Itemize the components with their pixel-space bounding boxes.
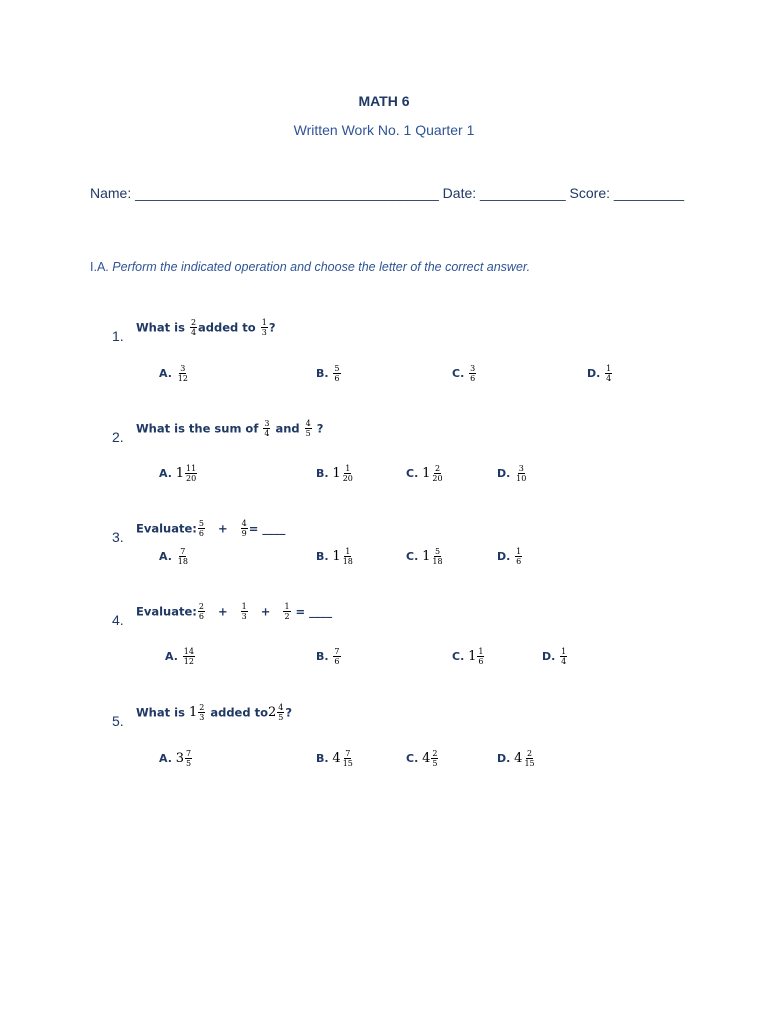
numerator: 1 bbox=[516, 547, 522, 556]
whole-number: 1 bbox=[422, 466, 431, 481]
choice-fraction bbox=[515, 547, 522, 566]
numerator: 1 bbox=[345, 547, 351, 556]
numerator: 2 bbox=[198, 602, 204, 611]
q1-choice-d[interactable] bbox=[587, 364, 613, 383]
numerator: 1 bbox=[606, 364, 612, 373]
denominator: 6 bbox=[478, 657, 484, 666]
choice-label: D. bbox=[542, 650, 556, 663]
numerator: 2 bbox=[434, 464, 441, 473]
whole-number: 1 bbox=[468, 649, 477, 664]
denominator: 20 bbox=[432, 474, 443, 483]
choice-label: A. bbox=[159, 367, 172, 380]
q3-plus-operator: + bbox=[218, 521, 228, 536]
denominator: 5 bbox=[278, 713, 284, 722]
instruction-label: I.A. bbox=[90, 260, 109, 274]
numerator: 5 bbox=[434, 547, 441, 556]
numerator: 2 bbox=[432, 749, 438, 758]
question-4-number: 4. bbox=[112, 612, 124, 628]
choice-label: D. bbox=[497, 550, 511, 563]
q5-text-3: ? bbox=[285, 705, 293, 720]
numerator: 1 bbox=[284, 602, 290, 611]
question-2-text bbox=[136, 419, 323, 438]
choice-fraction bbox=[177, 547, 189, 566]
denominator: 20 bbox=[186, 474, 197, 483]
choice-fraction bbox=[431, 464, 443, 483]
denominator: 4 bbox=[264, 429, 270, 438]
numerator: 7 bbox=[334, 647, 340, 656]
denominator: 18 bbox=[177, 557, 188, 566]
denominator: 18 bbox=[432, 557, 443, 566]
q1-choice-a[interactable] bbox=[159, 364, 190, 383]
numerator: 3 bbox=[518, 464, 524, 473]
denominator: 4 bbox=[561, 657, 567, 666]
numerator: 5 bbox=[198, 519, 204, 528]
choice-fraction bbox=[605, 364, 612, 383]
numerator: 1 bbox=[478, 647, 484, 656]
q4-plus-operator-2: + bbox=[260, 604, 271, 619]
choice-fraction bbox=[183, 647, 195, 666]
numerator: 4 bbox=[305, 419, 311, 428]
choice-label: C. bbox=[452, 650, 465, 663]
denominator: 6 bbox=[516, 557, 522, 566]
numerator: 14 bbox=[183, 647, 194, 656]
q2-fraction-2 bbox=[305, 419, 312, 438]
q1-choice-b[interactable] bbox=[316, 364, 342, 383]
choice-fraction bbox=[177, 364, 189, 383]
q4-choice-a[interactable] bbox=[165, 647, 196, 666]
q2-text-2: and bbox=[275, 421, 300, 436]
denominator: 5 bbox=[186, 759, 192, 768]
denominator: 6 bbox=[334, 657, 340, 666]
q5-choice-a[interactable] bbox=[159, 749, 193, 768]
q3-answer-blank: = ____ bbox=[248, 521, 286, 536]
numerator: 7 bbox=[345, 749, 351, 758]
choice-label: C. bbox=[406, 752, 419, 765]
choice-label: C. bbox=[406, 467, 419, 480]
name-date-score-line: Name: _______________________________________ Date: ___________ Score: _________ bbox=[90, 185, 684, 201]
numerator: 7 bbox=[186, 749, 192, 758]
q3-choice-a[interactable] bbox=[159, 547, 190, 566]
choice-fraction bbox=[333, 647, 340, 666]
page-subtitle: Written Work No. 1 Quarter 1 bbox=[293, 122, 475, 138]
choice-fraction bbox=[469, 364, 476, 383]
choice-fraction bbox=[477, 647, 484, 666]
q3-fraction-2 bbox=[241, 519, 248, 538]
question-3-number: 3. bbox=[112, 529, 124, 545]
denominator: 18 bbox=[342, 557, 353, 566]
denominator: 3 bbox=[199, 713, 205, 722]
choice-fraction bbox=[185, 464, 197, 483]
numerator: 3 bbox=[180, 364, 186, 373]
q2-text-1: What is the sum of bbox=[136, 421, 259, 436]
whole-number: 1 bbox=[175, 466, 185, 481]
choice-label: D. bbox=[587, 367, 601, 380]
choice-label: B. bbox=[316, 650, 329, 663]
q5-text-1: What is bbox=[136, 705, 185, 720]
numerator: 3 bbox=[470, 364, 476, 373]
numerator: 1 bbox=[241, 602, 247, 611]
numerator: 2 bbox=[526, 749, 533, 758]
q1-choice-c[interactable] bbox=[452, 364, 477, 383]
choice-fraction bbox=[185, 749, 192, 768]
denominator: 3 bbox=[261, 328, 267, 337]
page-title: MATH 6 bbox=[358, 93, 410, 109]
q1-fraction-1 bbox=[190, 318, 197, 337]
numerator: 1 bbox=[345, 464, 351, 473]
q2-choice-c[interactable] bbox=[406, 464, 445, 483]
q5-choice-d[interactable] bbox=[497, 749, 537, 768]
choice-label: B. bbox=[316, 752, 329, 765]
q4-answer-blank: = ____ bbox=[295, 604, 333, 619]
choice-label: C. bbox=[406, 550, 419, 563]
denominator: 2 bbox=[284, 612, 290, 621]
whole-number: 4 bbox=[514, 751, 523, 766]
choice-label: A. bbox=[159, 752, 172, 765]
q1-text-3: ? bbox=[268, 320, 276, 335]
denominator: 20 bbox=[342, 474, 353, 483]
numerator: 4 bbox=[278, 703, 284, 712]
whole-number: 1 bbox=[332, 466, 341, 481]
choice-label: B. bbox=[316, 367, 329, 380]
numerator: 11 bbox=[186, 464, 197, 473]
denominator: 12 bbox=[177, 374, 188, 383]
numerator: 2 bbox=[199, 703, 205, 712]
question-5-text bbox=[136, 703, 292, 722]
q2-text-3: ? bbox=[316, 421, 324, 436]
q4-choice-d[interactable] bbox=[542, 647, 568, 666]
choice-fraction bbox=[431, 749, 438, 768]
question-3-text bbox=[136, 519, 285, 538]
question-4-text bbox=[136, 602, 332, 621]
whole-number: 1 bbox=[422, 549, 431, 564]
denominator: 6 bbox=[470, 374, 476, 383]
choice-label: B. bbox=[316, 550, 329, 563]
numerator: 1 bbox=[261, 318, 267, 327]
q4-choice-b[interactable] bbox=[316, 647, 342, 666]
q2-fraction-1 bbox=[263, 419, 270, 438]
q3-choice-d[interactable] bbox=[497, 547, 523, 566]
q5-text-2: added to bbox=[210, 705, 268, 720]
whole-number: 4 bbox=[422, 751, 431, 766]
denominator: 9 bbox=[241, 529, 247, 538]
q5-whole-1: 1 bbox=[188, 705, 198, 720]
choice-label: D. bbox=[497, 467, 511, 480]
numerator: 5 bbox=[334, 364, 340, 373]
question-1-number: 1. bbox=[112, 328, 124, 344]
denominator: 12 bbox=[183, 657, 194, 666]
whole-number: 4 bbox=[332, 751, 341, 766]
whole-number: 3 bbox=[175, 751, 185, 766]
q1-text-2: added to bbox=[198, 320, 256, 335]
q4-fraction-2 bbox=[241, 602, 248, 621]
q4-text-1: Evaluate: bbox=[136, 604, 197, 619]
q4-fraction-1 bbox=[198, 602, 205, 621]
q5-whole-2: 2 bbox=[268, 705, 277, 720]
denominator: 15 bbox=[524, 759, 535, 768]
choice-fraction bbox=[342, 547, 354, 566]
choice-fraction bbox=[431, 547, 443, 566]
whole-number: 1 bbox=[332, 549, 341, 564]
q2-choice-b[interactable] bbox=[316, 464, 355, 483]
numerator: 3 bbox=[264, 419, 270, 428]
choice-fraction bbox=[515, 464, 527, 483]
q2-choice-a[interactable] bbox=[159, 464, 198, 483]
q4-fraction-3 bbox=[283, 602, 290, 621]
q3-choice-c[interactable] bbox=[406, 547, 445, 566]
question-2-number: 2. bbox=[112, 429, 124, 445]
q5-choice-b[interactable] bbox=[316, 749, 355, 768]
denominator: 4 bbox=[606, 374, 612, 383]
choice-fraction bbox=[560, 647, 567, 666]
numerator: 4 bbox=[241, 519, 247, 528]
q5-fraction-1 bbox=[198, 703, 205, 722]
choice-label: A. bbox=[165, 650, 178, 663]
q1-fraction-2 bbox=[261, 318, 268, 337]
denominator: 6 bbox=[198, 612, 204, 621]
q3-choice-b[interactable] bbox=[316, 547, 355, 566]
denominator: 15 bbox=[342, 759, 353, 768]
instruction bbox=[90, 260, 530, 274]
q5-choice-c[interactable] bbox=[406, 749, 439, 768]
numerator: 7 bbox=[180, 547, 186, 556]
q1-text-1: What is bbox=[136, 320, 185, 335]
denominator: 3 bbox=[241, 612, 247, 621]
denominator: 6 bbox=[198, 529, 204, 538]
choice-label: A. bbox=[159, 550, 172, 563]
q4-choice-c[interactable] bbox=[452, 647, 485, 666]
denominator: 5 bbox=[432, 759, 438, 768]
q4-plus-operator-1: + bbox=[218, 604, 228, 619]
numerator: 2 bbox=[190, 318, 197, 327]
choice-label: C. bbox=[452, 367, 465, 380]
instruction-text: Perform the indicated operation and choose the letter of the correct answer. bbox=[112, 260, 531, 274]
numerator: 1 bbox=[561, 647, 567, 656]
denominator: 10 bbox=[516, 474, 527, 483]
q5-fraction-2 bbox=[277, 703, 284, 722]
choice-fraction bbox=[333, 364, 340, 383]
choice-label: D. bbox=[497, 752, 511, 765]
q3-text-1: Evaluate: bbox=[136, 521, 197, 536]
denominator: 4 bbox=[190, 328, 197, 337]
choice-fraction bbox=[523, 749, 535, 768]
question-1-text bbox=[136, 318, 275, 337]
choice-label: B. bbox=[316, 467, 329, 480]
choice-label: A. bbox=[159, 467, 172, 480]
denominator: 6 bbox=[334, 374, 340, 383]
denominator: 5 bbox=[305, 429, 311, 438]
choice-fraction bbox=[342, 749, 354, 768]
choice-fraction bbox=[342, 464, 354, 483]
q2-choice-d[interactable] bbox=[497, 464, 528, 483]
q3-fraction-1 bbox=[198, 519, 205, 538]
question-5-number: 5. bbox=[112, 713, 124, 729]
